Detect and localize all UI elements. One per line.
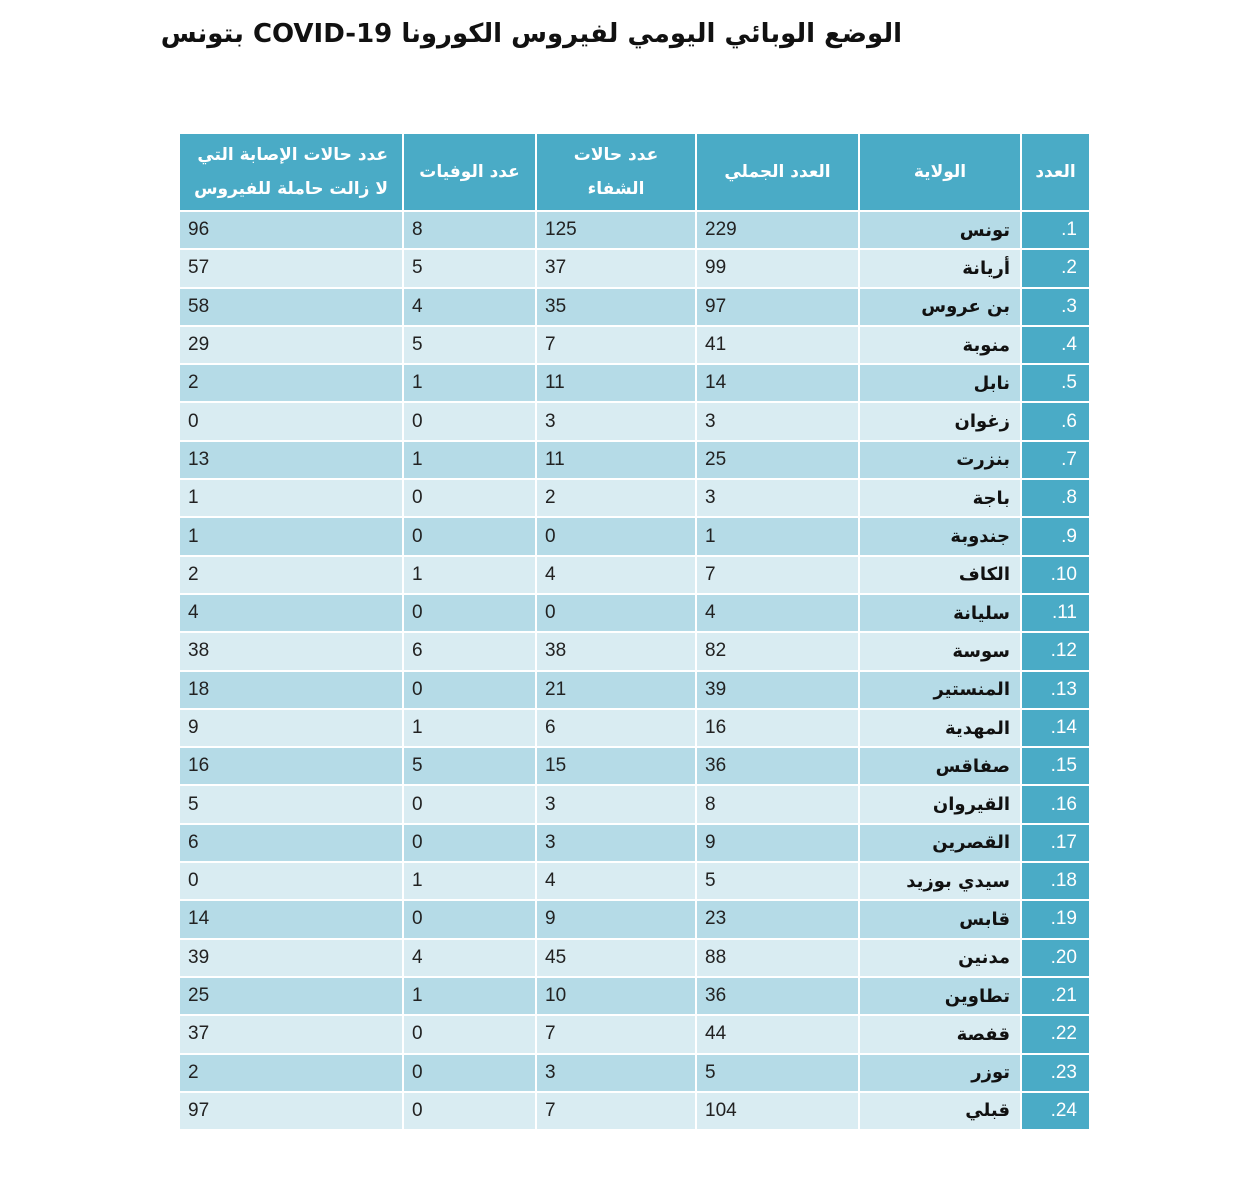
cell-governorate: جندوبة (859, 517, 1021, 555)
cell-index: 24. (1021, 1092, 1090, 1130)
table-row (179, 824, 1090, 862)
cell-governorate: تونس (859, 211, 1021, 249)
cell-recovered: 7 (536, 1015, 696, 1053)
cell-active: 18 (179, 671, 403, 709)
cell-active: 16 (179, 747, 403, 785)
cell-total: 39 (696, 671, 859, 709)
cell-total: 36 (696, 747, 859, 785)
cell-total: 9 (696, 824, 859, 862)
cell-recovered: 2 (536, 479, 696, 517)
cell-governorate: سليانة (859, 594, 1021, 632)
cell-deaths: 0 (403, 785, 536, 823)
cell-governorate: تطاوين (859, 977, 1021, 1015)
cell-recovered: 9 (536, 900, 696, 938)
header-total: العدد الجملي (696, 133, 859, 211)
cell-governorate: القصرين (859, 824, 1021, 862)
cell-recovered: 11 (536, 441, 696, 479)
cell-governorate: قابس (859, 900, 1021, 938)
cell-governorate: قفصة (859, 1015, 1021, 1053)
header-active-line2: لا زالت حاملة للفيروس (194, 179, 388, 199)
cell-recovered: 37 (536, 249, 696, 287)
table-row (179, 441, 1090, 479)
cell-total: 7 (696, 556, 859, 594)
cell-recovered: 3 (536, 824, 696, 862)
cell-deaths: 0 (403, 1015, 536, 1053)
cell-active: 14 (179, 900, 403, 938)
cell-active: 25 (179, 977, 403, 1015)
cell-recovered: 3 (536, 785, 696, 823)
cell-governorate: توزر (859, 1054, 1021, 1092)
cell-total: 3 (696, 402, 859, 440)
cell-deaths: 0 (403, 402, 536, 440)
cell-recovered: 3 (536, 1054, 696, 1092)
cell-total: 14 (696, 364, 859, 402)
table-row (179, 364, 1090, 402)
cell-deaths: 4 (403, 288, 536, 326)
cell-deaths: 0 (403, 479, 536, 517)
cell-total: 1 (696, 517, 859, 555)
cell-deaths: 0 (403, 900, 536, 938)
cell-deaths: 1 (403, 556, 536, 594)
cell-active: 1 (179, 479, 403, 517)
table-row (179, 288, 1090, 326)
cell-deaths: 1 (403, 441, 536, 479)
cell-deaths: 0 (403, 517, 536, 555)
cell-index: 6. (1021, 402, 1090, 440)
cell-total: 23 (696, 900, 859, 938)
table-row (179, 249, 1090, 287)
cell-recovered: 0 (536, 517, 696, 555)
header-index: العدد (1021, 133, 1090, 211)
cell-recovered: 7 (536, 326, 696, 364)
cell-deaths: 4 (403, 939, 536, 977)
cell-total: 99 (696, 249, 859, 287)
cell-index: 8. (1021, 479, 1090, 517)
cell-governorate: المهدية (859, 709, 1021, 747)
cell-deaths: 0 (403, 1054, 536, 1092)
table-row (179, 402, 1090, 440)
cell-recovered: 3 (536, 402, 696, 440)
cell-recovered: 4 (536, 862, 696, 900)
cell-deaths: 5 (403, 249, 536, 287)
header-recovered-line2: الشفاء (587, 179, 645, 199)
cell-index: 13. (1021, 671, 1090, 709)
cell-recovered: 6 (536, 709, 696, 747)
cell-active: 96 (179, 211, 403, 249)
cell-deaths: 1 (403, 862, 536, 900)
cell-active: 13 (179, 441, 403, 479)
cell-index: 16. (1021, 785, 1090, 823)
cell-active: 2 (179, 364, 403, 402)
cell-index: 19. (1021, 900, 1090, 938)
table-row (179, 709, 1090, 747)
cell-deaths: 1 (403, 709, 536, 747)
cell-index: 10. (1021, 556, 1090, 594)
table-row (179, 594, 1090, 632)
cell-governorate: زغوان (859, 402, 1021, 440)
cell-total: 97 (696, 288, 859, 326)
cell-governorate: صفاقس (859, 747, 1021, 785)
cell-index: 5. (1021, 364, 1090, 402)
cell-recovered: 7 (536, 1092, 696, 1130)
cell-index: 7. (1021, 441, 1090, 479)
cell-deaths: 0 (403, 1092, 536, 1130)
cell-governorate: المنستير (859, 671, 1021, 709)
cell-governorate: بنزرت (859, 441, 1021, 479)
cell-index: 12. (1021, 632, 1090, 670)
header-active-line1: عدد حالات الإصابة التي (197, 145, 388, 165)
cell-recovered: 10 (536, 977, 696, 1015)
cell-total: 229 (696, 211, 859, 249)
cell-index: 9. (1021, 517, 1090, 555)
table-row (179, 1054, 1090, 1092)
table-row (179, 479, 1090, 517)
table-body (179, 211, 1090, 1130)
page-title: الوضع الوبائي اليومي لفيروس الكورونا COVID-19 بتونس (160, 19, 902, 49)
cell-total: 5 (696, 862, 859, 900)
cell-governorate: باجة (859, 479, 1021, 517)
table-row (179, 1092, 1090, 1130)
header-governorate: الولاية (859, 133, 1021, 211)
cell-deaths: 8 (403, 211, 536, 249)
cell-index: 23. (1021, 1054, 1090, 1092)
cell-total: 82 (696, 632, 859, 670)
cell-index: 1. (1021, 211, 1090, 249)
cell-deaths: 0 (403, 824, 536, 862)
header-recovered-line1: عدد حالات (573, 145, 659, 165)
cell-active: 97 (179, 1092, 403, 1130)
cell-governorate: قبلي (859, 1092, 1021, 1130)
cell-active: 5 (179, 785, 403, 823)
cell-index: 2. (1021, 249, 1090, 287)
cell-governorate: بن عروس (859, 288, 1021, 326)
cell-governorate: مدنين (859, 939, 1021, 977)
table-row (179, 785, 1090, 823)
cell-active: 9 (179, 709, 403, 747)
cell-active: 38 (179, 632, 403, 670)
cell-deaths: 1 (403, 364, 536, 402)
covid-governorate-table (178, 132, 1091, 1131)
cell-total: 88 (696, 939, 859, 977)
cell-index: 14. (1021, 709, 1090, 747)
table-row (179, 671, 1090, 709)
cell-index: 4. (1021, 326, 1090, 364)
cell-deaths: 6 (403, 632, 536, 670)
cell-deaths: 0 (403, 671, 536, 709)
table-row (179, 326, 1090, 364)
cell-index: 20. (1021, 939, 1090, 977)
cell-recovered: 35 (536, 288, 696, 326)
cell-total: 36 (696, 977, 859, 1015)
table-header-row (179, 133, 1090, 211)
header-deaths: عدد الوفيات (403, 133, 536, 211)
cell-index: 21. (1021, 977, 1090, 1015)
cell-governorate: سيدي بوزيد (859, 862, 1021, 900)
cell-recovered: 45 (536, 939, 696, 977)
table-row (179, 939, 1090, 977)
cell-active: 2 (179, 1054, 403, 1092)
cell-active: 0 (179, 402, 403, 440)
cell-governorate: أريانة (859, 249, 1021, 287)
cell-active: 4 (179, 594, 403, 632)
cell-index: 11. (1021, 594, 1090, 632)
cell-index: 3. (1021, 288, 1090, 326)
cell-active: 37 (179, 1015, 403, 1053)
table-row (179, 517, 1090, 555)
cell-governorate: نابل (859, 364, 1021, 402)
cell-deaths: 0 (403, 594, 536, 632)
cell-deaths: 5 (403, 326, 536, 364)
cell-active: 6 (179, 824, 403, 862)
cell-recovered: 38 (536, 632, 696, 670)
cell-active: 58 (179, 288, 403, 326)
cell-total: 16 (696, 709, 859, 747)
cell-recovered: 21 (536, 671, 696, 709)
cell-recovered: 11 (536, 364, 696, 402)
table-row (179, 211, 1090, 249)
cell-index: 15. (1021, 747, 1090, 785)
cell-total: 44 (696, 1015, 859, 1053)
cell-governorate: الكاف (859, 556, 1021, 594)
cell-governorate: منوبة (859, 326, 1021, 364)
header-active (179, 133, 403, 211)
cell-active: 39 (179, 939, 403, 977)
cell-total: 4 (696, 594, 859, 632)
cell-recovered: 125 (536, 211, 696, 249)
header-recovered (536, 133, 696, 211)
cell-governorate: سوسة (859, 632, 1021, 670)
cell-active: 29 (179, 326, 403, 364)
table-row (179, 632, 1090, 670)
cell-index: 17. (1021, 824, 1090, 862)
cell-recovered: 15 (536, 747, 696, 785)
table-row (179, 747, 1090, 785)
cell-governorate: القيروان (859, 785, 1021, 823)
cell-deaths: 1 (403, 977, 536, 1015)
table-row (179, 556, 1090, 594)
cell-index: 22. (1021, 1015, 1090, 1053)
cell-total: 3 (696, 479, 859, 517)
cell-active: 57 (179, 249, 403, 287)
cell-recovered: 0 (536, 594, 696, 632)
cell-index: 18. (1021, 862, 1090, 900)
cell-recovered: 4 (536, 556, 696, 594)
table-row (179, 977, 1090, 1015)
cell-total: 41 (696, 326, 859, 364)
cell-total: 5 (696, 1054, 859, 1092)
cell-deaths: 5 (403, 747, 536, 785)
cell-total: 8 (696, 785, 859, 823)
cell-active: 0 (179, 862, 403, 900)
cell-active: 2 (179, 556, 403, 594)
cell-total: 104 (696, 1092, 859, 1130)
cell-active: 1 (179, 517, 403, 555)
table-row (179, 862, 1090, 900)
table-row (179, 900, 1090, 938)
table-row (179, 1015, 1090, 1053)
cell-total: 25 (696, 441, 859, 479)
